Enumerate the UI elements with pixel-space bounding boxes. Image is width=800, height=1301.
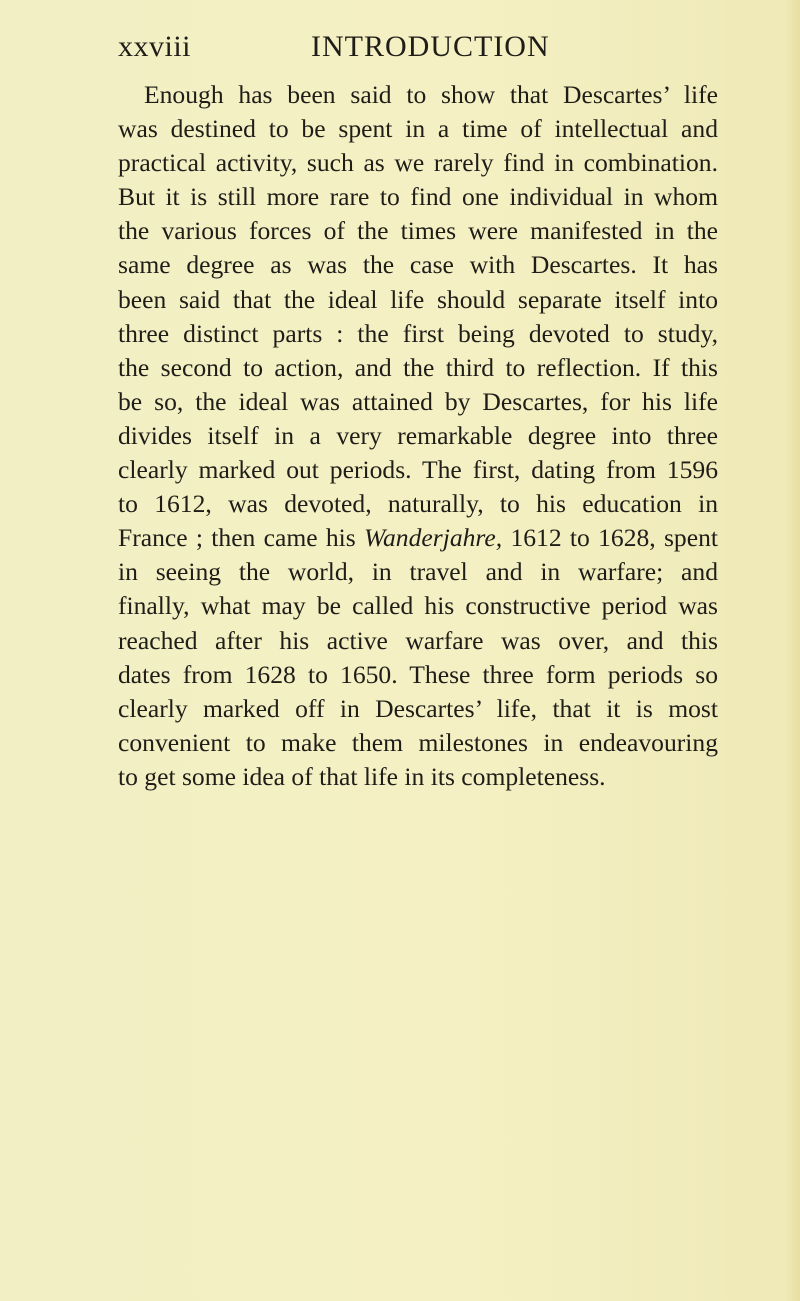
text-line: to get some idea of that life in its completeness. [118,761,606,791]
text-line: been said that the ideal life should separate itself into [118,284,718,314]
text-line: clearly marked off in Descartes’ life, that it is most [118,693,718,723]
text-line: the various forces of the times were manifested in the [118,216,718,246]
body-paragraph [118,78,718,794]
running-head: INTRODUCTION [311,30,550,63]
text-line: But it is still more rare to find one individual in whom [118,182,718,212]
text-segment: 1612 to 1628, spent [502,523,718,553]
page-edge-shading [786,0,800,1301]
text-segment: France ; then came his [118,523,356,553]
text-line: in seeing the world, in travel and in warfare; and [118,557,718,587]
text-line: be so, the ideal was attained by Descartes, for his life [118,386,718,416]
text-line: dates from 1628 to 1650. These three form periods so [118,659,718,689]
text-line: practical activity, such as we rarely find in combination. [118,148,718,178]
page-header [118,30,718,70]
italic-term: Wanderjahre, [364,523,503,553]
text-line: clearly marked out periods. The first, dating from 1596 [118,455,718,485]
text-line: three distinct parts : the first being devoted to study, [118,318,718,348]
text-line: divides itself in a very remarkable degree into three [118,420,718,450]
text-line: finally, what may be called his constructive period was [118,591,718,621]
text-line: same degree as was the case with Descartes. It has [118,250,718,280]
text-line [118,521,718,555]
page-number: xxviii [118,30,192,63]
text-line: was destined to be spent in a time of intellectual and [118,114,718,144]
text-line: the second to action, and the third to reflection. If this [118,352,718,382]
text-line: Enough has been said to show that Descartes’ life [144,80,718,109]
text-line: convenient to make them milestones in endeavouring [118,727,718,757]
text-line: reached after his active warfare was over, and this [118,625,718,655]
text-line: to 1612, was devoted, naturally, to his education in [118,489,718,519]
